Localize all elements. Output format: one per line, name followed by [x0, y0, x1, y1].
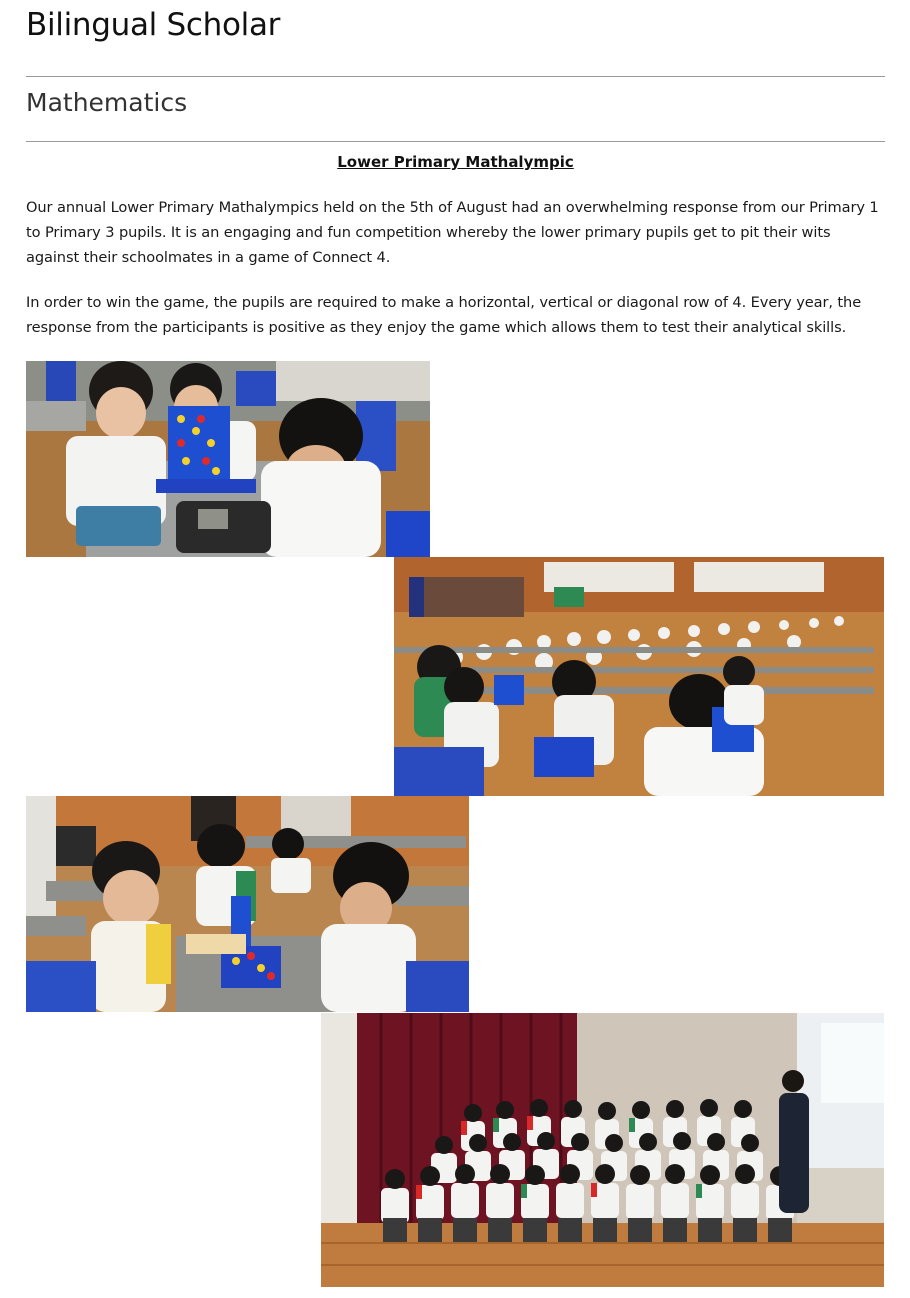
- photo-hall-of-students: [394, 557, 884, 796]
- divider: [26, 141, 885, 142]
- photo-students-playing-connect-4: [26, 361, 430, 557]
- section-heading: Mathematics: [26, 88, 188, 117]
- photo-group-on-stage: [321, 1013, 884, 1287]
- site-title: Bilingual Scholar: [26, 7, 281, 43]
- article-paragraph: In order to win the game, the pupils are required to make a horizontal, vertical or diagonal row of 4. Every year, the response from the participants is positive as they enjoy the game which allows them to test their analytical skills.: [26, 294, 862, 336]
- photo-two-boys-playing: [26, 796, 469, 1012]
- article-paragraph: Our annual Lower Primary Mathalympics held on the 5th of August had an overwhelming response from our Primary 1 to Primary 3 pupils. It is an engaging and fun competition whereby the lower primary pupils get to pit their wits against their schoolmates in a game of Connect 4.: [26, 199, 879, 266]
- article-title: Lower Primary Mathalympic: [337, 153, 574, 171]
- divider: [26, 76, 885, 77]
